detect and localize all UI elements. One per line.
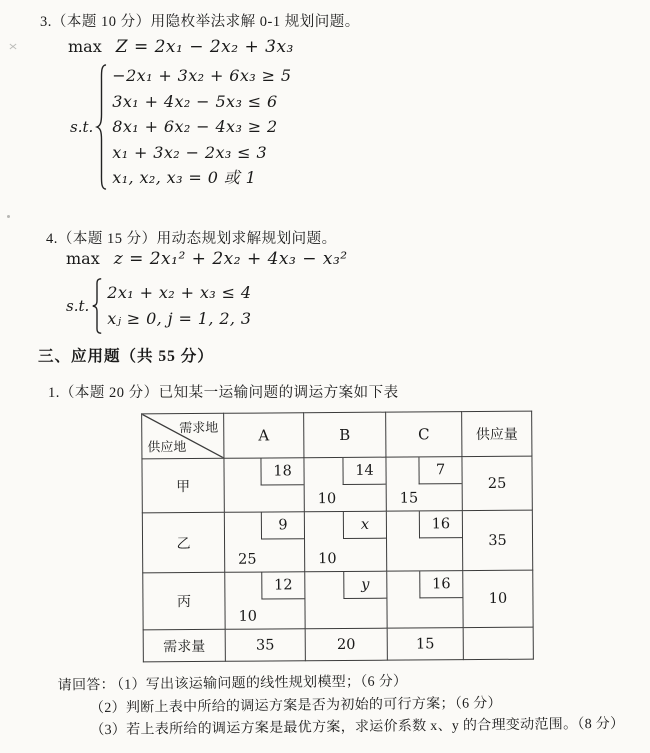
shipment-value: 10 bbox=[317, 491, 337, 508]
corner-header-cell bbox=[142, 413, 224, 459]
shipment-value: 25 bbox=[238, 551, 257, 568]
answer-item: （1）写出该运输问题的线性规划模型；（6 分） bbox=[116, 674, 408, 693]
cell-jia-B bbox=[304, 457, 386, 512]
answer-prompts bbox=[58, 668, 644, 743]
cell-bing-A bbox=[225, 572, 305, 630]
unit-cost-box: 12 bbox=[261, 572, 304, 599]
cell-yi-B bbox=[304, 511, 386, 572]
unit-cost-box: y bbox=[343, 572, 386, 599]
problem4-constraints bbox=[66, 278, 251, 334]
scan-speck-icon bbox=[7, 215, 10, 218]
col-header-C: C bbox=[386, 412, 462, 458]
constraint-line: x₁ + 3x₂ − 2x₃ ≤ 3 bbox=[112, 142, 268, 162]
demand-value-B: 20 bbox=[305, 628, 387, 661]
problem4-objective bbox=[66, 249, 348, 269]
corner-supply-label: 供应地 bbox=[147, 439, 187, 455]
objective-expression: Z = 2x₁ − 2x₂ + 3x₃ bbox=[115, 37, 294, 57]
supply-value-bing: 10 bbox=[463, 570, 533, 627]
demand-value-A: 35 bbox=[225, 629, 305, 662]
unit-cost-box: 14 bbox=[342, 458, 385, 485]
unit-cost-box: 7 bbox=[418, 457, 461, 484]
scan-speck-icon bbox=[9, 42, 17, 50]
row-header-bing: 丙 bbox=[143, 572, 225, 630]
max-label: max bbox=[68, 37, 102, 56]
row-header-yi: 乙 bbox=[142, 512, 224, 573]
unit-cost-box: 18 bbox=[260, 458, 303, 485]
unit-cost-box: 16 bbox=[419, 511, 462, 538]
answer-line-2: （2）判断上表中所给的调运方案是否为初始的可行方案；（6 分） bbox=[89, 695, 502, 716]
cell-bing-B bbox=[305, 571, 387, 629]
transport-table bbox=[141, 411, 534, 663]
constraint-line: xⱼ ≥ 0, j = 1, 2, 3 bbox=[107, 309, 252, 328]
shipment-value: 10 bbox=[318, 551, 337, 568]
cell-yi-A bbox=[224, 512, 304, 573]
unit-cost-box: x bbox=[343, 512, 386, 539]
max-label: max bbox=[66, 249, 100, 268]
problem3-constraints bbox=[70, 63, 291, 191]
unit-cost-box: 9 bbox=[261, 512, 304, 539]
cell-jia-C bbox=[386, 457, 462, 512]
answer-line-3: （3）若上表所给的调运方案是最优方案，求运价系数 x、y 的合理变动范围。（8 分） bbox=[90, 716, 625, 739]
supply-value-jia: 25 bbox=[462, 456, 532, 510]
cell-jia-A bbox=[224, 458, 304, 513]
demand-value-C: 15 bbox=[387, 628, 463, 661]
unit-cost-box: 16 bbox=[419, 571, 462, 598]
constraint-line: 8x₁ + 6x₂ − 4x₃ ≥ 2 bbox=[112, 117, 278, 137]
cell-bing-C bbox=[387, 571, 463, 629]
curly-brace-icon bbox=[91, 278, 103, 334]
section3-heading: 三、应用题（共 55 分） bbox=[38, 348, 214, 365]
constraint-line: 2x₁ + x₂ + x₃ ≤ 4 bbox=[107, 283, 252, 302]
corner-demand-label: 需求地 bbox=[179, 419, 219, 436]
problem4-heading: 4.（本题 15 分）用动态规划求解规划问题。 bbox=[46, 231, 337, 247]
col-header-A: A bbox=[224, 413, 304, 459]
constraint-line: x₁, x₂, x₃ = 0 或 1 bbox=[112, 168, 257, 188]
cell-yi-C bbox=[386, 511, 462, 572]
objective-expression: z = 2x₁² + 2x₂ + 4x₃ − x₃² bbox=[113, 249, 348, 269]
supply-value-yi: 35 bbox=[462, 510, 532, 570]
row-header-jia: 甲 bbox=[142, 458, 224, 513]
shipment-value: 10 bbox=[238, 608, 258, 625]
shipment-value: 15 bbox=[399, 490, 419, 507]
st-label: s.t. bbox=[70, 118, 94, 136]
constraint-line: 3x₁ + 4x₂ − 5x₃ ≤ 6 bbox=[112, 91, 278, 111]
row-header-demand: 需求量 bbox=[143, 629, 225, 662]
problem3-objective bbox=[68, 37, 294, 57]
problem3-heading: 3.（本题 10 分）用隐枚举法求解 0-1 规划问题。 bbox=[40, 14, 360, 30]
application-q1-heading: 1.（本题 20 分）已知某一运输问题的调运方案如下表 bbox=[48, 385, 399, 401]
constraint-line: −2x₁ + 3x₂ + 6x₃ ≥ 5 bbox=[112, 66, 292, 86]
demand-supply-empty bbox=[463, 627, 533, 659]
st-label: s.t. bbox=[66, 297, 90, 315]
answer-prompt-label: 请回答： bbox=[57, 677, 116, 694]
curly-brace-icon bbox=[95, 63, 108, 191]
col-header-B: B bbox=[304, 412, 386, 458]
col-header-supply: 供应量 bbox=[462, 411, 532, 456]
